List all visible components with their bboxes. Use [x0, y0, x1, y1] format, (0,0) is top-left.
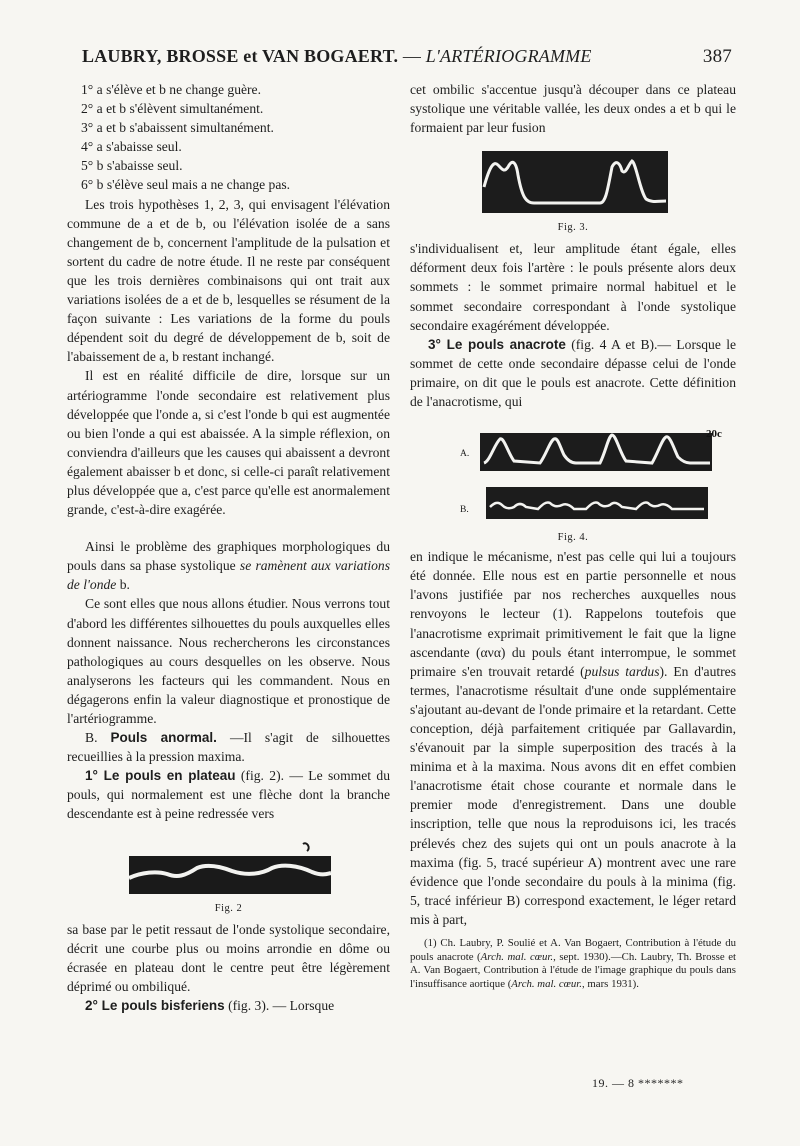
paragraph: Il est en réalité difficile de dire, lorsque sur un artériogramme l'onde secondaire est relativement plus développée que l'onde a, si c'est l'onde b qui est augmentée ou bien l'onde a qui est abaissée. A la simple réflexion, on conviendra d'ailleurs que les causes qui abaissent a devront également abaisser b et donc, si celle-ci paraît relativement plus développée que a, c'est parce qu'elle est anormalement grande, c'est-à-dire exagérée. [67, 368, 390, 518]
list-item: 3° a et b s'abaissent simultanément. [81, 120, 274, 136]
header-authors: LAUBRY, BROSSE et VAN BOGAERT. [82, 46, 399, 66]
right-column [410, 80, 736, 991]
paragraph: s'individualisent et, leur amplitude étant égale, elles déforment deux fois l'artère : le pouls présente alors deux sommets : le sommet primaire normal habituel et le sommet secondaire correspondant à l'onde systolique secondaire exagérément développée. [410, 241, 736, 333]
section-heading: 1° Le pouls en plateau (fig. 2). — Le sommet du pouls, qui normalement est une flèche dont la branche descendante est à peine redressée vers [67, 768, 390, 822]
paragraph: en indique le mécanisme, n'est pas celle qui lui a toujours été donnée. Elle nous est en partie personnelle et nous l'avons justifiée par nos recherches auxquelles nous renvoyons le lecteur (1). Rappelons toutefois que l'anacrotisme exprimait primitivement le fait que la ligne ascendante (ανα) du pouls étant interrompue, le sommet primaire s'en trouvait retardé (pulsus tardus). En d'autres termes, l'anacrotisme résultait d'une onde supplémentaire s'ajoutant au-devant de l'onde primaire et la retardant. Cette conception, déjà parfaitement critiquée par Gallavardin, s'évanouit par la simple superposition des tracés à la minima et à la maxima. Nous avons dit en effet combien l'anacrotisme était chose courante et normale dans le premier mode d'enregistrement. Dans une double inscription, telle que nous la reproduisons ici, les tracés prélevés chez des sujets qui ont un pouls anacrote à la maxima (fig. 5, tracé supérieur A) montrent avec une rare évidence que l'onde secondaire du pouls à la minima (fig. 5, tracé inférieur B) correspond exactement, le léger retard mis à part, [410, 549, 737, 927]
page-number: 387 [702, 46, 732, 67]
figure-4-caption: Fig. 4. [557, 532, 589, 544]
header-title: L'ARTÉRIOGRAMME [425, 46, 592, 66]
paragraph: cet ombilic s'accentue jusqu'à découper dans ce plateau systolique une véritable vallée, les deux ondes a et b qui le formaient par leur fusion [410, 82, 736, 136]
paragraph: sa base par le petit ressaut de l'onde systolique secondaire, décrit une courbe plus ou moins arrondie en dôme ou écrasée en plateau dont le centre peut être légèrement déprimé ou ombiliqué. [67, 921, 390, 994]
figure-4-label-b: B. [460, 505, 469, 516]
printer-signature: 19. — 8 ******* [592, 1076, 684, 1090]
list-item: 6° b s'élève seul mais a ne change pas. [81, 177, 291, 193]
figure-3-caption: Fig. 3. [557, 222, 589, 234]
figure-3 [410, 147, 736, 235]
emphasis: se ramènent aux variations de l'onde [67, 558, 390, 593]
emphasis: pulsus tardus [584, 663, 660, 679]
list-item: 1° a s'élève et b ne change guère. [81, 82, 261, 97]
running-header [82, 46, 732, 67]
paragraph: Ainsi le problème des graphiques morphologiques du pouls dans sa phase systolique se ramènent aux variations de l'onde b. [67, 539, 390, 593]
list-item: 2° a et b s'élèvent simultanément. [81, 101, 264, 117]
figure-4b-trace [486, 483, 736, 523]
section-heading: B. Pouls anormal. —Il s'agit de silhouettes recueillies à la pression maxima. [67, 730, 390, 765]
figure-4-label-a: A. [460, 449, 470, 460]
footnote: (1) Ch. Laubry, P. Soulié et A. Van Bogaert, Contribution à l'étude du pouls anacrote (Arch. mal. cœur., sept. 1930).—Ch. Laubry, Th. Brosse et A. Van Bogaert, Contribution à l'étude de l'image graphique du pouls dans l'insuffisance aortique (Arch. mal. cœur., mars 1931). [410, 937, 737, 990]
paragraph: Les trois hypothèses 1, 2, 3, qui envisagent l'élévation commune de a et de b, ou l'élévation isolée de a sans changement de b, concernent l'amplitude de la pulsation et sortent du cadre de notre étude. Il ne reste par conséquent que les trois dernières combinaisons qui ont trait aux variations isolées de a et de b, lesquelles se résument de la façon suivante : Les variations de la forme du pouls dépendent soit du degré de développement de b, soit de l'abaissement de a, b restant inchangé. [67, 196, 390, 365]
figure-3-trace [410, 147, 736, 219]
figure-4 [410, 421, 736, 547]
list-item: 5° b s'abaisse seul. [81, 158, 183, 174]
list-item: 4° a s'abaisse seul. [81, 139, 182, 155]
left-column [67, 80, 390, 1015]
figure-2 [67, 838, 390, 916]
figure-4a-trace [480, 425, 730, 473]
section-heading: 3° Le pouls anacrote (fig. 4 A et B).— Lorsque le sommet de cette onde secondaire dépasse celui de l'onde primaire, on dit que le pouls est anacrote. Cette définition de l'anacrotisme, qui [410, 336, 737, 410]
figure-4-annotation: 20c [706, 428, 722, 441]
section-heading: 2° Le pouls bisferiens (fig. 3). — Lorsque [85, 997, 335, 1013]
paragraph: Ce sont elles que nous allons étudier. Nous verrons tout d'abord les différentes silhouettes du pouls auxquelles elles donnent naissance. Nous rechercherons les circonstances pathologiques au cours desquelles on les observe. Nous analyserons les facteurs qui les commandent. Nous en dégagerons enfin la valeur diagnostique et pronostique de l'artériogramme. [67, 596, 390, 726]
footnotes [410, 937, 736, 991]
figure-2-caption: Fig. 2 [214, 902, 243, 914]
figure-2-trace [67, 838, 390, 900]
header-dash: — [402, 46, 422, 66]
